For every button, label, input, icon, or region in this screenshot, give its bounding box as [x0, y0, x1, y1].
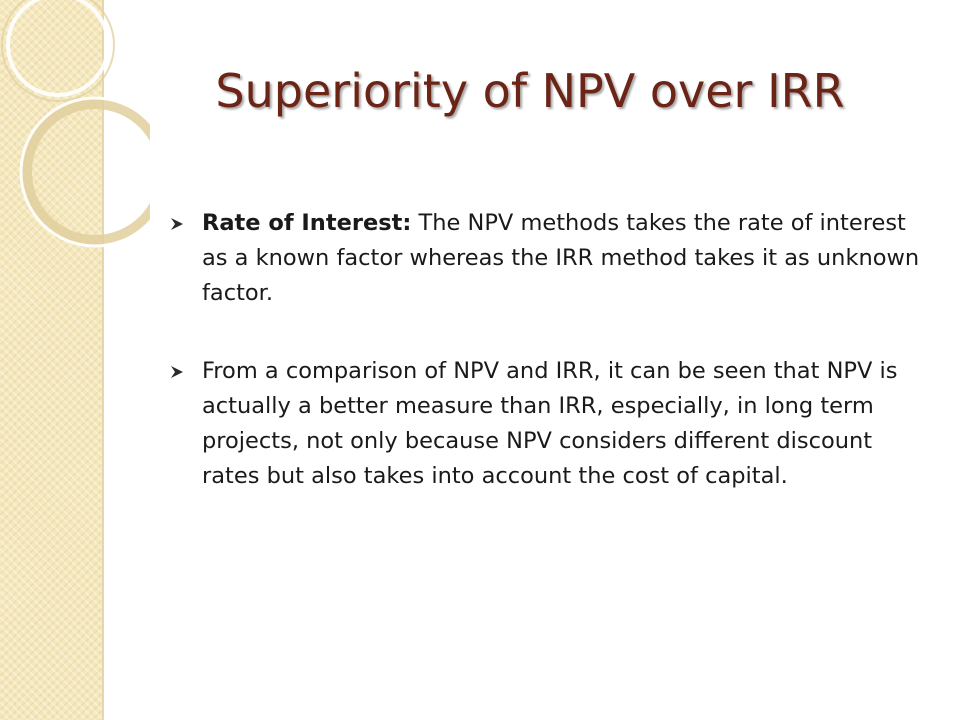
bullet-item-rate-of-interest [170, 206, 920, 311]
bullet-item-comparison [170, 354, 920, 494]
bullet-lead: Rate of Interest: [202, 210, 412, 236]
slide-title: Superiority of NPV over IRR [215, 64, 845, 118]
decorative-rings-icon [0, 0, 150, 260]
arrowhead-bullet-icon [170, 217, 184, 231]
bullet-text: From a comparison of NPV and IRR, it can be seen that NPV is actually a better measure than IRR, especially, in long term projects, not only because NPV considers different discount rates but also takes into account the cost of capital. [202, 358, 898, 489]
arrowhead-bullet-icon [170, 365, 184, 379]
bullet-text: The NPV methods takes the rate of interest as a known factor whereas the IRR method takes it as unknown factor. [202, 210, 920, 306]
bullet-list [170, 206, 920, 537]
